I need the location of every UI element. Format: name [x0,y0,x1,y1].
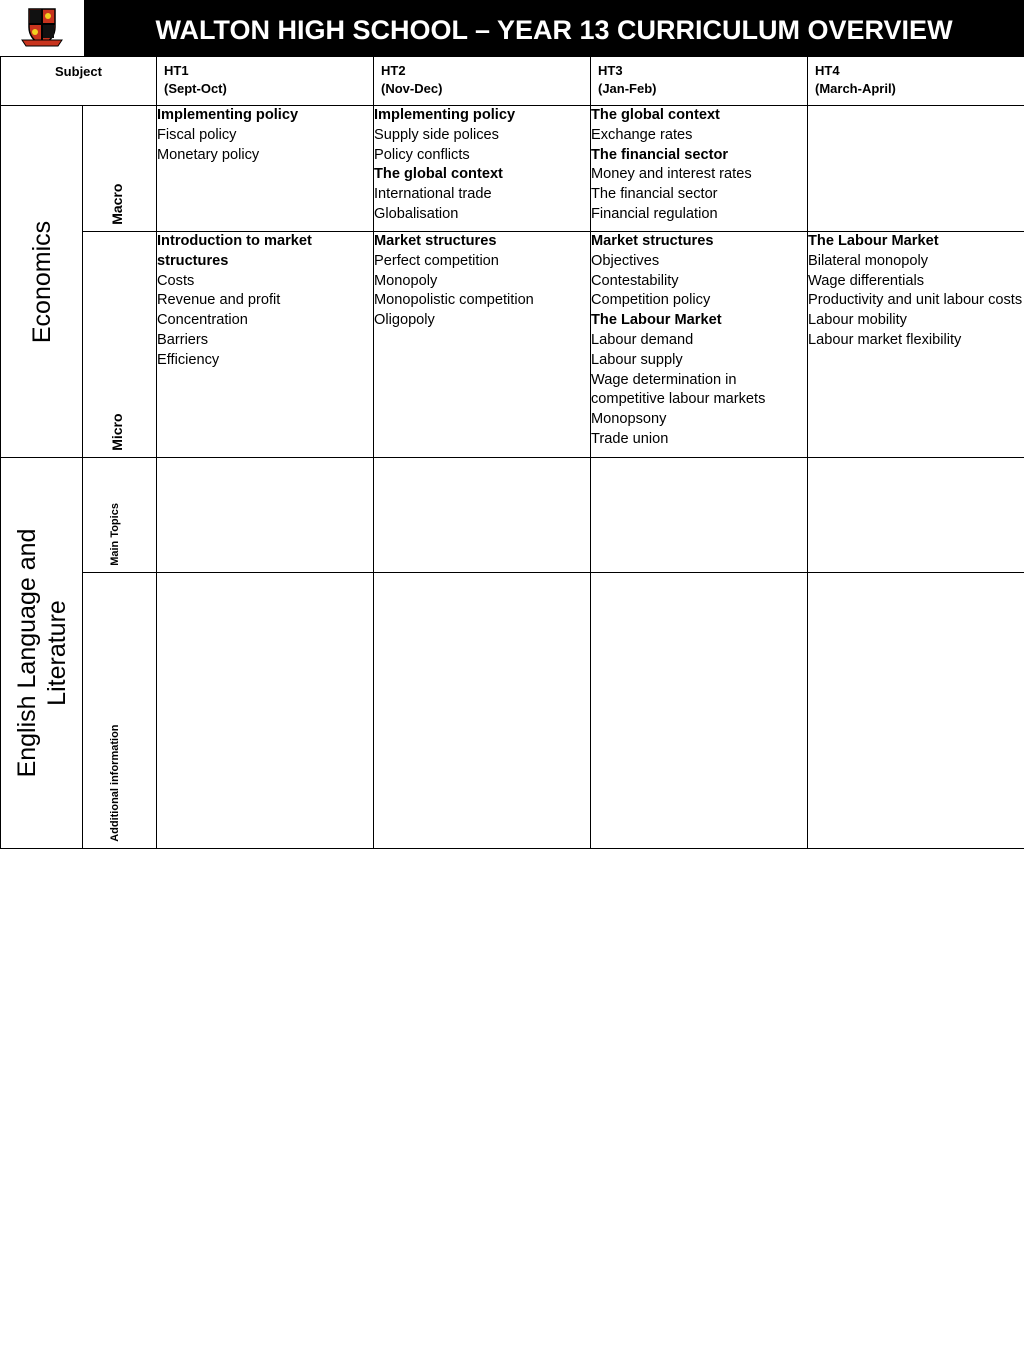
school-logo [0,0,84,56]
english-additional-ht3-cell [591,573,808,849]
macro-ht4-cell [808,106,1024,232]
subject-english: English Language and Literature [1,458,83,849]
english-main-ht3-cell [591,458,808,573]
subject-economics: Economics [1,106,83,458]
micro-ht4-cell: The Labour Market Bilateral monopoly Wage differentials Productivity and unit labour costs Labour mobility Labour market flexibility [808,232,1024,458]
english-main-ht4-cell [808,458,1024,573]
english-main-ht2-cell [374,458,591,573]
page-title: WALTON HIGH SCHOOL – YEAR 13 CURRICULUM OVERVIEW [155,15,953,45]
table-row [1,458,1024,573]
table-header-row [1,57,1024,106]
ht2-header: HT2 (Nov-Dec) [374,57,591,106]
page-header [0,0,1024,56]
micro-ht2-cell: Market structures Perfect competition Monopoly Monopolistic competition Oligopoly [374,232,591,458]
table-row [1,573,1024,849]
micro-ht3-cell: Market structures Objectives Contestability Competition policy The Labour Market Labour demand Labour supply Wage determination in competitive labour markets Monopsony Trade union [591,232,808,458]
micro-ht1-cell: Introduction to market structures Costs Revenue and profit Concentration Barriers Efficiency [157,232,374,458]
macro-label: Macro [83,106,157,232]
english-additional-ht4-cell [808,573,1024,849]
ht4-header: HT4 (March-April) [808,57,1024,106]
english-main-ht1-cell [157,458,374,573]
english-additional-ht2-cell [374,573,591,849]
micro-label: Micro [83,232,157,458]
macro-ht3-cell: The global context Exchange rates The financial sector Money and interest rates The financial sector Financial regulation [591,106,808,232]
ht3-header: HT3 (Jan-Feb) [591,57,808,106]
macro-ht2-cell: Implementing policy Supply side polices Policy conflicts The global context International trade Globalisation [374,106,591,232]
table-row [1,106,1024,232]
school-crest-icon [20,7,64,49]
macro-ht1-cell: Implementing policy Fiscal policy Monetary policy [157,106,374,232]
main-topics-label: Main Topics [83,458,157,573]
ht1-header: HT1 (Sept-Oct) [157,57,374,106]
english-additional-ht1-cell [157,573,374,849]
curriculum-table [0,56,1024,849]
table-row [1,232,1024,458]
subject-header: Subject [1,57,157,106]
additional-info-label: Additional information [83,573,157,849]
